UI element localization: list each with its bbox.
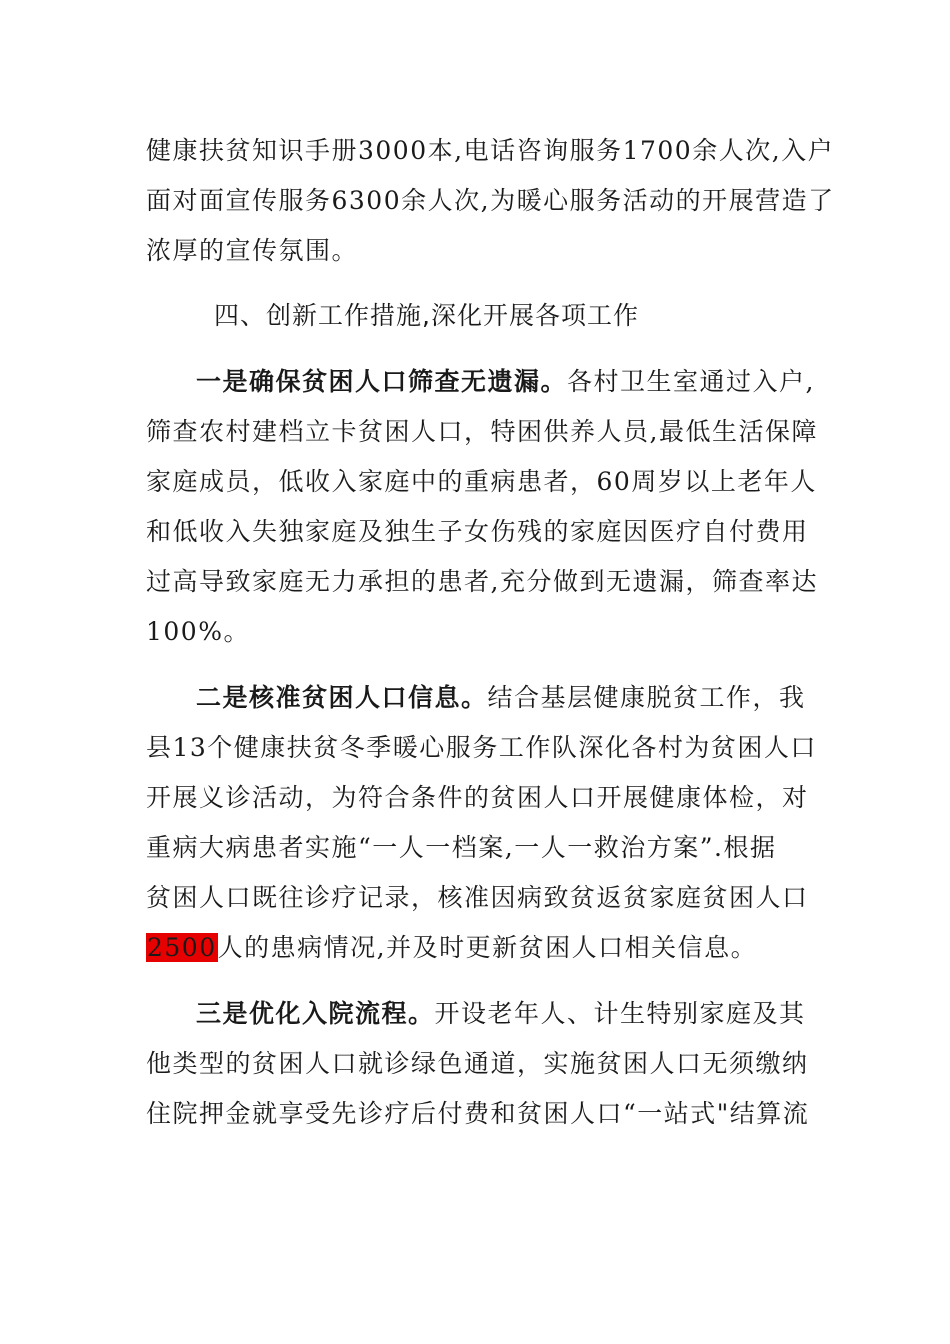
para3-line1-text: 开设老年人、计生特别家庭及其 [434,999,806,1028]
para2-line6-text: 人的患病情况,并及时更新贫困人口相关信息。 [217,933,758,962]
para1-line-6: 100%。 [146,617,250,646]
para1-line1-text: 各村卫生室通过入户, [567,367,815,396]
intro-line-2: 面对面宣传服务6300余人次,为暖心服务活动的开展营造了 [146,186,835,215]
para2-line1-text: 结合基层健康脱贫工作，我 [487,683,806,712]
para2-line-2: 县13个健康扶贫冬季暖心服务工作队深化各村为贫困人口 [146,733,817,762]
para3-line-3: 住院押金就享受先诊疗后付费和贫困人口“一站式"结算流 [146,1099,810,1128]
para3-lead: 三是优化入院流程。 [196,999,435,1028]
para3-line-1 [196,994,856,1034]
para1-line-2: 筛查农村建档立卡贫困人口，特困供养人员,最低生活保障 [146,417,818,446]
para2-lead: 二是核准贫困人口信息。 [196,683,488,712]
section-heading: 四、创新工作措施,深化开展各项工作 [214,301,639,330]
para2-line-5: 贫困人口既往诊疗记录，核准因病致贫返贫家庭贫困人口 [146,883,809,912]
para2-line-1 [196,678,856,718]
para2-line-4: 重病大病患者实施“一人一档案,一人一救治方案”.根据 [146,833,777,862]
para1-lead: 一是确保贫困人口筛查无遗漏。 [196,367,568,396]
intro-line-3: 浓厚的宣传氛围。 [146,236,359,265]
para2-line-3: 开展义诊活动，为符合条件的贫困人口开展健康体检，对 [146,783,809,812]
para1-line-1 [196,362,856,402]
para1-line-4: 和低收入失独家庭及独生子女伤残的家庭因医疗自付费用 [146,517,809,546]
para1-line-5: 过高导致家庭无力承担的患者,充分做到无遗漏，筛查率达 [146,567,818,596]
intro-line-1: 健康扶贫知识手册3000本,电话咨询服务1700余人次,入户 [146,136,835,165]
para2-line-6 [146,928,806,968]
para1-line-3: 家庭成员，低收入家庭中的重病患者，60周岁以上老年人 [146,467,817,496]
highlighted-number: 2500 [147,933,217,962]
para3-line-2: 他类型的贫困人口就诊绿色通道，实施贫困人口无须缴纳 [146,1049,809,1078]
